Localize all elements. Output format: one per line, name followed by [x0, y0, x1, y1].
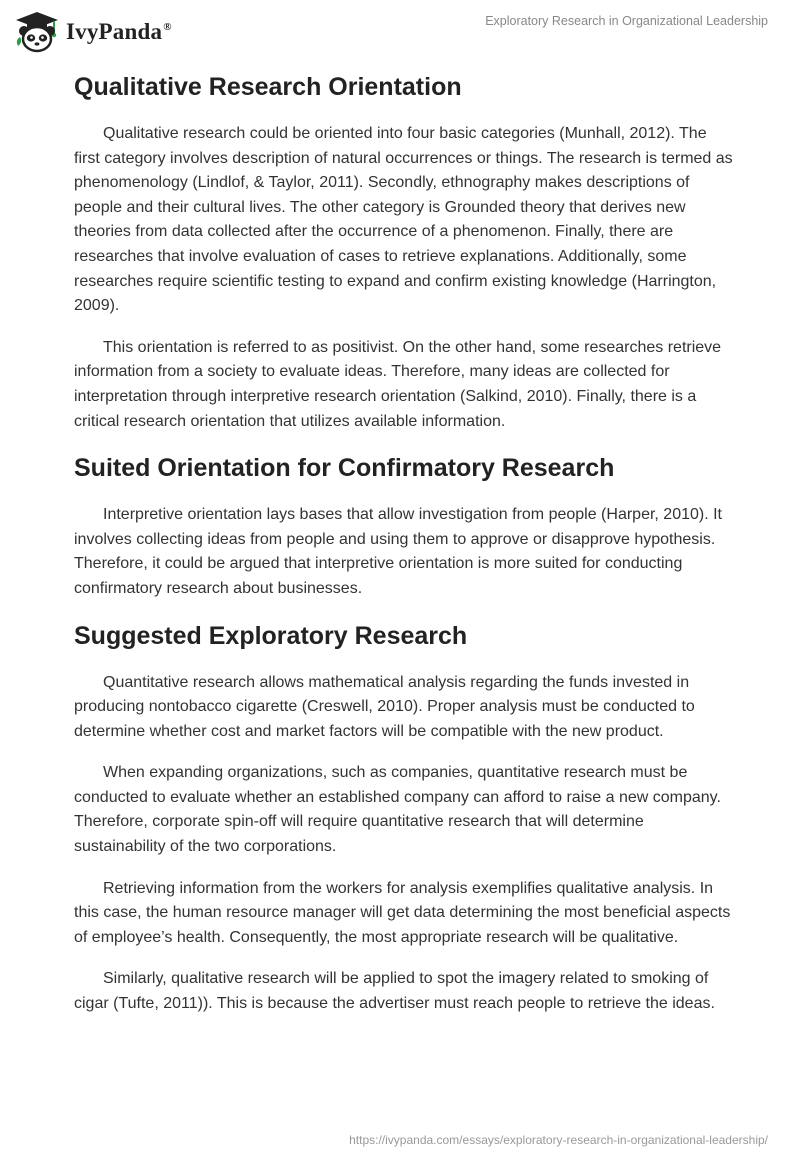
- paragraph: Quantitative research allows mathematical analysis regarding the funds invested in producing nontobacco cigarette (Creswell, 2010). Proper analysis must be conducted to determine whether cost and market factors will be compatible with the new product.: [74, 673, 695, 740]
- brand-name: IvyPanda®: [66, 19, 172, 44]
- paragraph: Interpretive orientation lays bases that allow investigation from people (Harper, 2010). It involves collecting ideas from people and using them to approve or disapprove hypothesis. Therefore, it could be argued that interpretive orientation is more suited for conducting confirmatory research about businesses.: [74, 506, 722, 597]
- section-exploratory-research: [74, 619, 734, 1017]
- paragraph: Retrieving information from the workers for analysis exemplifies qualitative analysis. In this case, the human resource manager will get data determining the most beneficial aspects of employee’s health. Consequently, the most appropriate research will be qualitative.: [74, 879, 731, 946]
- article-body: [74, 70, 734, 1034]
- section-heading: Suited Orientation for Confirmatory Research: [74, 454, 615, 483]
- section-qualitative-orientation: [74, 70, 734, 434]
- brand-logo[interactable]: [14, 10, 172, 54]
- paragraph: When expanding organizations, such as companies, quantitative research must be conducted to evaluate whether an established company can afford to raise a new company. Therefore, corporate spin-off will require quantitative research that will determine sustainability of the two corporations.: [74, 764, 721, 856]
- source-url[interactable]: https://ivypanda.com/essays/exploratory-research-in-organizational-leadership/: [349, 1133, 768, 1147]
- section-heading: Qualitative Research Orientation: [74, 73, 462, 101]
- paragraph: Qualitative research could be oriented into four basic categories (Munhall, 2012). The first category involves description of natural occurrences or things. The research is termed as phenomenology (Lindlof, & Taylor, 2011). Secondly, ethnography makes descriptions of people and their cultural lives. The other category is Grounded theory that derives new theories from data collected after the occurrence of a phenomenon. Finally, there are researches that involve evaluation of cases to retrieve explanations. Additionally, some researches require scientific testing to expand and confirm existing knowledge (Harrington, 2009).: [74, 125, 733, 315]
- section-heading: Suggested Exploratory Research: [74, 621, 468, 650]
- registered-mark: ®: [163, 21, 172, 34]
- section-confirmatory-orientation: [74, 451, 734, 601]
- paragraph: This orientation is referred to as positivist. On the other hand, some researches retrieve information from a society to evaluate ideas. Therefore, many ideas are collected for interpretation through interpretive research orientation (Salkind, 2010). Finally, there is a critical research orientation that utilizes available information.: [74, 338, 722, 430]
- document-title: Exploratory Research in Organizational Leadership: [485, 14, 768, 28]
- panda-graduate-icon: [14, 10, 60, 54]
- page-header: [0, 0, 800, 60]
- paragraph: Similarly, qualitative research will be applied to spot the imagery related to smoking of cigar (Tufte, 2011)). This is because the advertiser must reach people to retrieve the ideas.: [74, 970, 715, 1013]
